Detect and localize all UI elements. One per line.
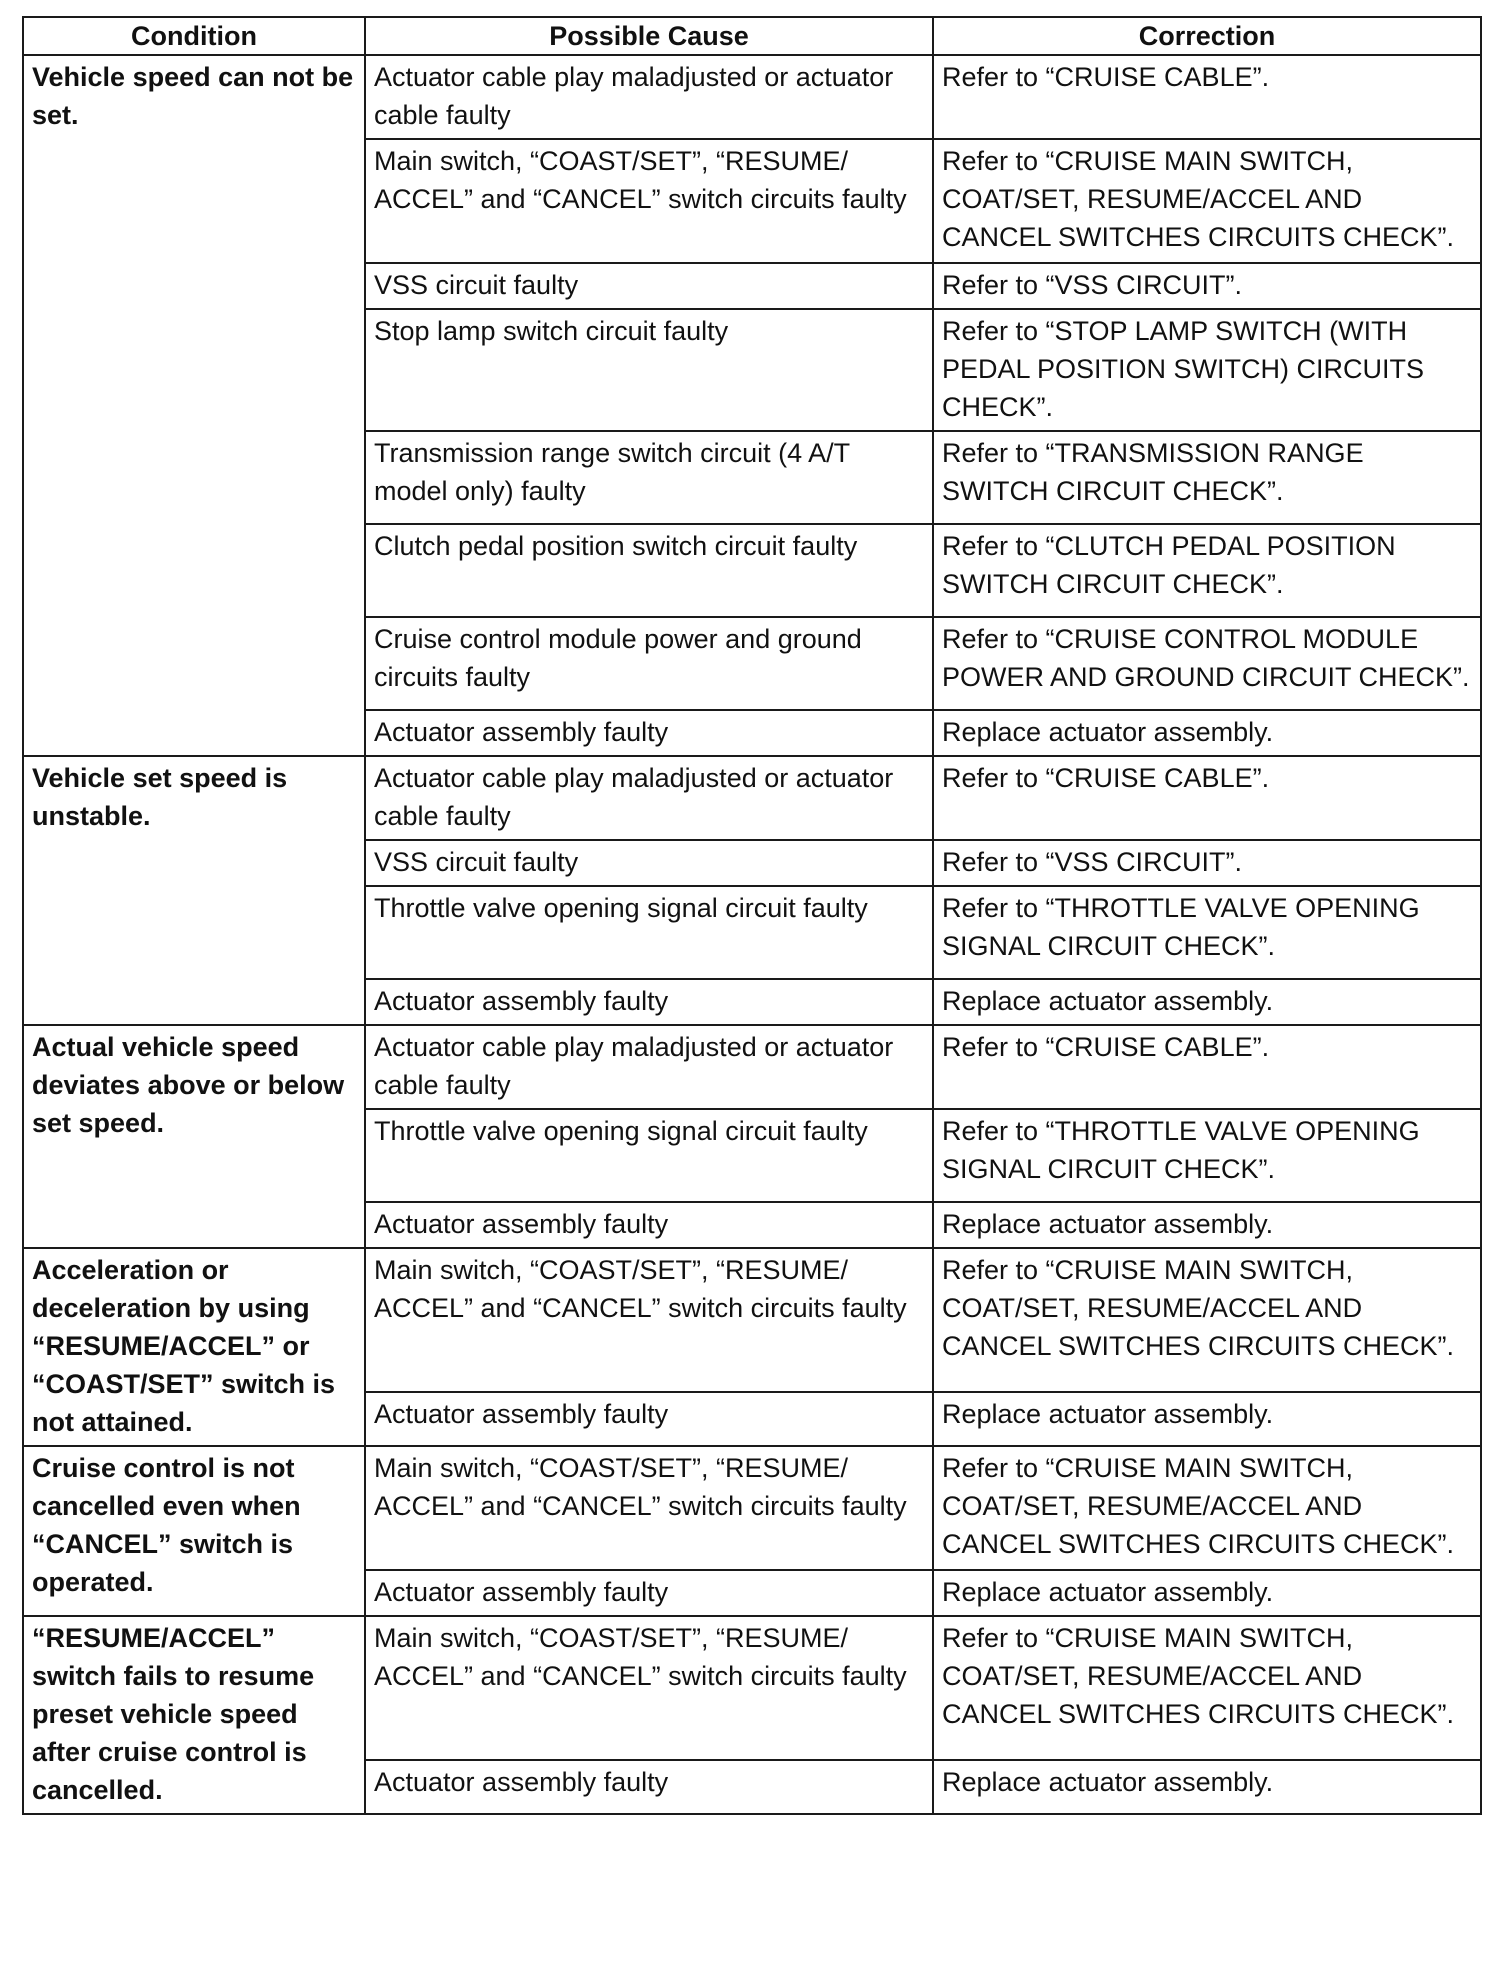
condition-header: Condition	[23, 17, 365, 55]
troubleshooting-table	[22, 16, 1482, 1815]
possible-cause-cell: Actuator assembly faulty	[365, 710, 933, 756]
correction-cell: Refer to “VSS CIRCUIT”.	[933, 263, 1481, 309]
possible-cause-cell: Cruise control module power and ground circuits faulty	[365, 617, 933, 710]
table-header	[23, 17, 1481, 55]
possible-cause-cell: Main switch, “COAST/SET”, “RESUME/ ACCEL” and “CANCEL” switch circuits faulty	[365, 1616, 933, 1760]
correction-header: Correction	[933, 17, 1481, 55]
correction-cell: Replace actuator assembly.	[933, 1570, 1481, 1616]
possible-cause-cell: Actuator assembly faulty	[365, 1392, 933, 1446]
table-body	[23, 55, 1481, 1814]
correction-cell: Refer to “CRUISE MAIN SWITCH, COAT/SET, RESUME/ACCEL AND CANCEL SWITCHES CIRCUITS CHECK”.	[933, 139, 1481, 263]
table-row	[23, 1248, 1481, 1392]
correction-cell: Replace actuator assembly.	[933, 979, 1481, 1025]
correction-cell: Replace actuator assembly.	[933, 710, 1481, 756]
condition-cell: Cruise control is not cancelled even when “CANCEL” switch is operated.	[23, 1446, 365, 1616]
correction-cell: Refer to “STOP LAMP SWITCH (WITH PEDAL POSITION SWITCH) CIRCUITS CHECK”.	[933, 309, 1481, 431]
condition-cell: Vehicle speed can not be set.	[23, 55, 365, 756]
possible-cause-cell: Clutch pedal position switch circuit faulty	[365, 524, 933, 617]
possible-cause-cell: VSS circuit faulty	[365, 263, 933, 309]
possible-cause-cell: Actuator assembly faulty	[365, 1760, 933, 1814]
correction-cell: Refer to “CRUISE CABLE”.	[933, 756, 1481, 840]
possible-cause-cell: VSS circuit faulty	[365, 840, 933, 886]
condition-cell: Vehicle set speed is unstable.	[23, 756, 365, 1025]
table-row	[23, 756, 1481, 840]
correction-cell: Refer to “THROTTLE VALVE OPENING SIGNAL CIRCUIT CHECK”.	[933, 1109, 1481, 1202]
correction-cell: Refer to “THROTTLE VALVE OPENING SIGNAL CIRCUIT CHECK”.	[933, 886, 1481, 979]
table-row	[23, 55, 1481, 139]
header-row	[23, 17, 1481, 55]
possible-cause-cell: Transmission range switch circuit (4 A/T model only) faulty	[365, 431, 933, 524]
correction-cell: Replace actuator assembly.	[933, 1392, 1481, 1446]
correction-cell: Refer to “VSS CIRCUIT”.	[933, 840, 1481, 886]
table-row	[23, 1446, 1481, 1570]
possible-cause-cell: Actuator assembly faulty	[365, 979, 933, 1025]
possible-cause-cell: Main switch, “COAST/SET”, “RESUME/ ACCEL” and “CANCEL” switch circuits faulty	[365, 139, 933, 263]
possible-cause-cell: Throttle valve opening signal circuit faulty	[365, 886, 933, 979]
possible-cause-cell: Actuator assembly faulty	[365, 1570, 933, 1616]
possible-cause-cell: Main switch, “COAST/SET”, “RESUME/ ACCEL” and “CANCEL” switch circuits faulty	[365, 1446, 933, 1570]
possible-cause-cell: Stop lamp switch circuit faulty	[365, 309, 933, 431]
correction-cell: Replace actuator assembly.	[933, 1760, 1481, 1814]
correction-cell: Replace actuator assembly.	[933, 1202, 1481, 1248]
condition-cell: Actual vehicle speed deviates above or below set speed.	[23, 1025, 365, 1248]
correction-cell: Refer to “CRUISE MAIN SWITCH, COAT/SET, RESUME/ACCEL AND CANCEL SWITCHES CIRCUITS CHECK”.	[933, 1248, 1481, 1392]
correction-cell: Refer to “CRUISE CABLE”.	[933, 1025, 1481, 1109]
possible-cause-cell: Actuator cable play maladjusted or actuator cable faulty	[365, 756, 933, 840]
possible-cause-cell: Main switch, “COAST/SET”, “RESUME/ ACCEL” and “CANCEL” switch circuits faulty	[365, 1248, 933, 1392]
condition-cell: Acceleration or deceleration by using “RESUME/ACCEL” or “COAST/SET” switch is not attained.	[23, 1248, 365, 1446]
table-row	[23, 1616, 1481, 1760]
table-row	[23, 1025, 1481, 1109]
correction-cell: Refer to “TRANSMISSION RANGE SWITCH CIRCUIT CHECK”.	[933, 431, 1481, 524]
possible-cause-cell: Actuator cable play maladjusted or actuator cable faulty	[365, 1025, 933, 1109]
correction-cell: Refer to “CRUISE MAIN SWITCH, COAT/SET, RESUME/ACCEL AND CANCEL SWITCHES CIRCUITS CHECK”.	[933, 1616, 1481, 1760]
correction-cell: Refer to “CRUISE CONTROL MODULE POWER AND GROUND CIRCUIT CHECK”.	[933, 617, 1481, 710]
possible-cause-cell: Actuator cable play maladjusted or actuator cable faulty	[365, 55, 933, 139]
possible-cause-cell: Throttle valve opening signal circuit faulty	[365, 1109, 933, 1202]
correction-cell: Refer to “CRUISE MAIN SWITCH, COAT/SET, RESUME/ACCEL AND CANCEL SWITCHES CIRCUITS CHECK”.	[933, 1446, 1481, 1570]
possible-cause-header: Possible Cause	[365, 17, 933, 55]
possible-cause-cell: Actuator assembly faulty	[365, 1202, 933, 1248]
correction-cell: Refer to “CLUTCH PEDAL POSITION SWITCH CIRCUIT CHECK”.	[933, 524, 1481, 617]
correction-cell: Refer to “CRUISE CABLE”.	[933, 55, 1481, 139]
condition-cell: “RESUME/ACCEL” switch fails to resume preset vehicle speed after cruise control is cancelled.	[23, 1616, 365, 1814]
